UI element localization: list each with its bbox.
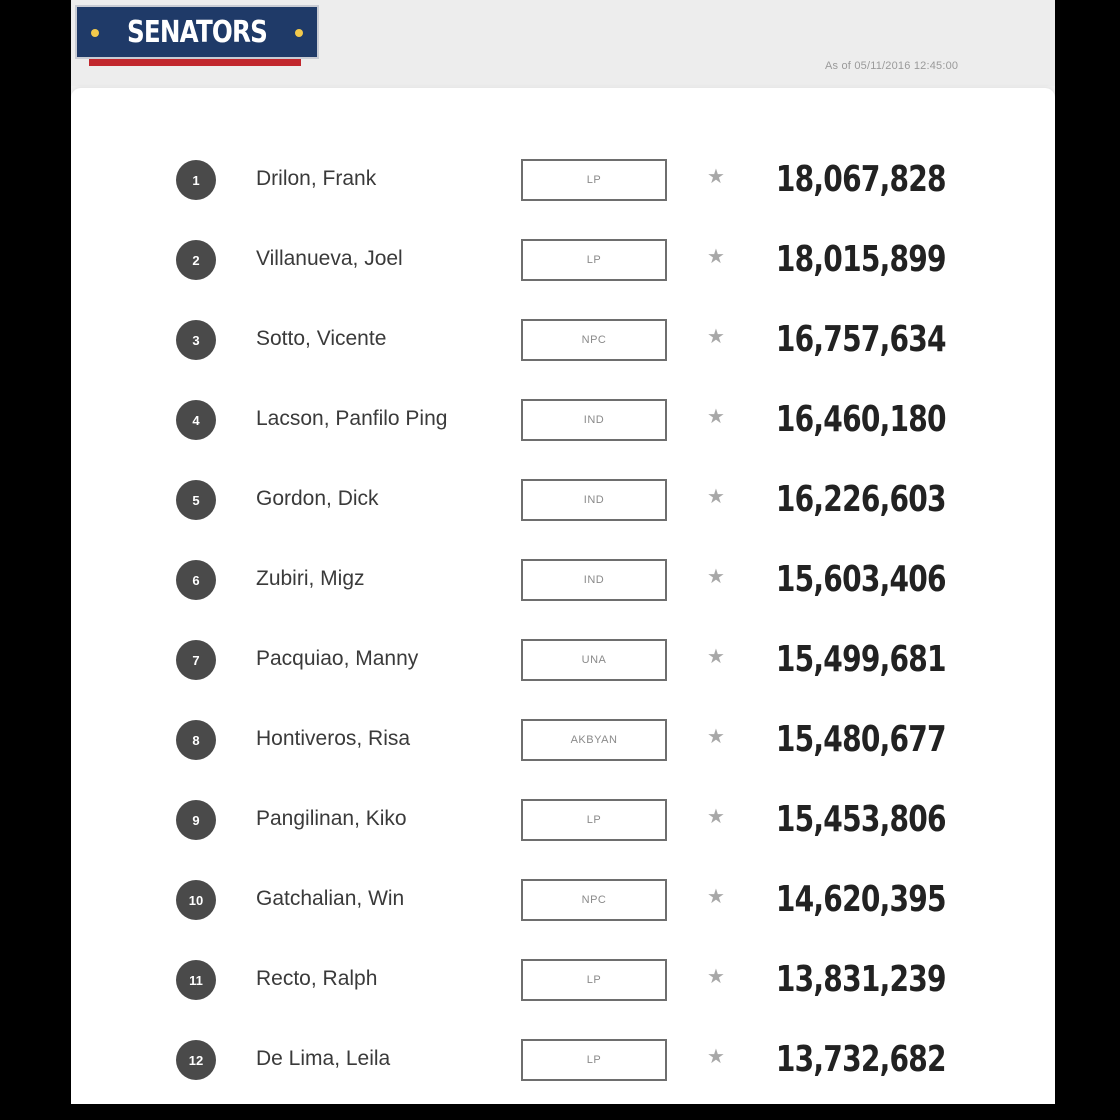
party-badge: AKBYAN [521, 719, 667, 761]
candidate-row[interactable] [71, 560, 1055, 640]
candidate-name: De Lima, Leila [256, 1047, 391, 1070]
rank-badge: 9 [176, 800, 216, 840]
rank-badge: 1 [176, 160, 216, 200]
party-badge: LP [521, 239, 667, 281]
candidate-row[interactable] [71, 640, 1055, 720]
candidate-name: Pangilinan, Kiko [256, 807, 407, 830]
star-icon[interactable]: ★ [707, 646, 725, 668]
star-icon[interactable]: ★ [707, 326, 725, 348]
star-icon[interactable]: ★ [707, 406, 725, 428]
party-badge: IND [521, 479, 667, 521]
rank-badge: 12 [176, 1040, 216, 1080]
vote-count: 16,226,603 [776, 479, 946, 520]
candidate-name: Zubiri, Migz [256, 567, 365, 590]
party-badge: NPC [521, 319, 667, 361]
rank-badge: 2 [176, 240, 216, 280]
vote-count: 18,067,828 [776, 159, 946, 200]
right-letterbox [1055, 0, 1120, 1104]
rank-badge: 4 [176, 400, 216, 440]
header-band [71, 0, 1055, 86]
rank-badge: 10 [176, 880, 216, 920]
rank-badge: 5 [176, 480, 216, 520]
banner-dot-icon [295, 29, 303, 37]
candidate-name: Drilon, Frank [256, 167, 377, 190]
star-icon[interactable]: ★ [707, 246, 725, 268]
rank-badge: 7 [176, 640, 216, 680]
banner-stripe [89, 59, 301, 66]
candidate-row[interactable] [71, 240, 1055, 320]
party-badge: LP [521, 1039, 667, 1081]
vote-count: 16,460,180 [776, 399, 946, 440]
star-icon[interactable]: ★ [707, 166, 725, 188]
vote-count: 15,603,406 [776, 559, 946, 600]
candidate-name: Lacson, Panfilo Ping [256, 407, 448, 430]
star-icon[interactable]: ★ [707, 886, 725, 908]
star-icon[interactable]: ★ [707, 486, 725, 508]
rank-badge: 3 [176, 320, 216, 360]
rank-badge: 8 [176, 720, 216, 760]
star-icon[interactable]: ★ [707, 726, 725, 748]
candidate-row[interactable] [71, 1040, 1055, 1120]
vote-count: 15,480,677 [776, 719, 946, 760]
party-badge: UNA [521, 639, 667, 681]
senators-banner [75, 5, 319, 59]
vote-count: 18,015,899 [776, 239, 946, 280]
vote-count: 13,732,682 [776, 1039, 946, 1080]
rank-badge: 6 [176, 560, 216, 600]
candidate-row[interactable] [71, 480, 1055, 560]
party-badge: LP [521, 959, 667, 1001]
vote-count: 15,499,681 [776, 639, 946, 680]
rank-badge: 11 [176, 960, 216, 1000]
candidate-row[interactable] [71, 720, 1055, 800]
party-badge: LP [521, 799, 667, 841]
candidate-name: Gatchalian, Win [256, 887, 405, 910]
party-badge: IND [521, 399, 667, 441]
candidate-name: Hontiveros, Risa [256, 727, 411, 750]
candidate-row[interactable] [71, 160, 1055, 240]
candidate-name: Recto, Ralph [256, 967, 378, 990]
vote-count: 16,757,634 [776, 319, 946, 360]
results-frame [71, 0, 1055, 1104]
as-of-timestamp: As of 05/11/2016 12:45:00 [825, 60, 959, 72]
party-badge: NPC [521, 879, 667, 921]
left-letterbox [0, 0, 71, 1104]
results-card [71, 88, 1055, 1104]
party-badge: IND [521, 559, 667, 601]
candidate-row[interactable] [71, 880, 1055, 960]
star-icon[interactable]: ★ [707, 806, 725, 828]
star-icon[interactable]: ★ [707, 1046, 725, 1068]
candidate-row[interactable] [71, 800, 1055, 880]
candidate-name: Gordon, Dick [256, 487, 379, 510]
vote-count: 15,453,806 [776, 799, 946, 840]
star-icon[interactable]: ★ [707, 966, 725, 988]
vote-count: 14,620,395 [776, 879, 946, 920]
candidate-name: Sotto, Vicente [256, 327, 387, 350]
candidate-name: Pacquiao, Manny [256, 647, 419, 670]
candidate-row[interactable] [71, 400, 1055, 480]
candidate-row[interactable] [71, 960, 1055, 1040]
party-badge: LP [521, 159, 667, 201]
candidate-row[interactable] [71, 320, 1055, 400]
banner-title: SENATORS [126, 14, 268, 50]
star-icon[interactable]: ★ [707, 566, 725, 588]
vote-count: 13,831,239 [776, 959, 946, 1000]
candidate-name: Villanueva, Joel [256, 247, 403, 270]
